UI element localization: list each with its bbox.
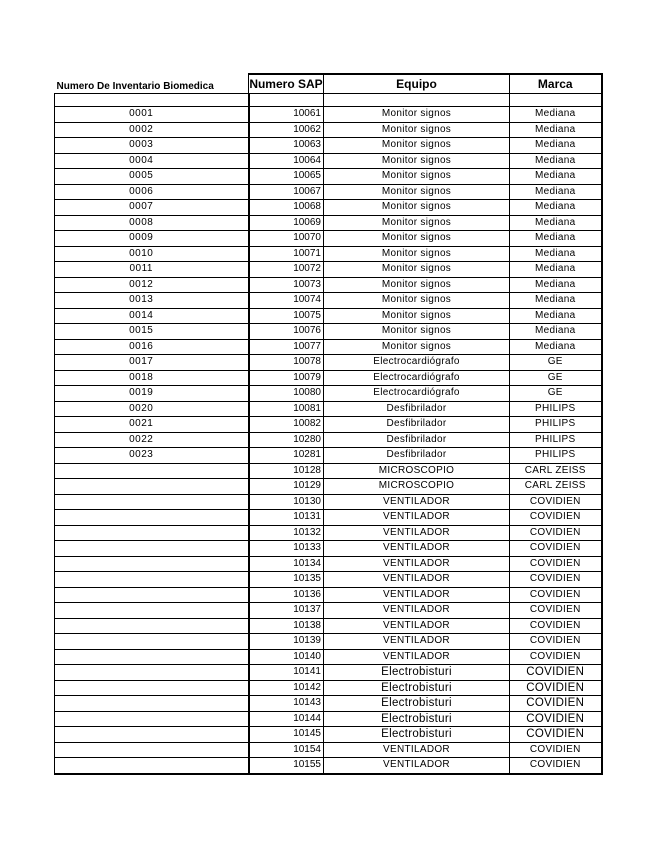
marca-cell: Mediana — [510, 262, 602, 278]
marca-cell: GE — [510, 370, 602, 386]
equipo-cell: Electrobisturi — [324, 680, 510, 696]
table-row — [55, 463, 602, 479]
equipo-cell: Desfibrilador — [324, 432, 510, 448]
table-row — [55, 510, 602, 526]
marca-cell: COVIDIEN — [510, 680, 602, 696]
equipo-cell: Monitor signos — [324, 339, 510, 355]
inventario-cell: 0004 — [55, 153, 249, 169]
marca-cell: Mediana — [510, 231, 602, 247]
sap-cell: 10138 — [249, 618, 324, 634]
sap-cell: 10063 — [249, 138, 324, 154]
sap-cell: 10076 — [249, 324, 324, 340]
inventario-cell — [55, 696, 249, 712]
table-row — [55, 122, 602, 138]
marca-cell: COVIDIEN — [510, 494, 602, 510]
sap-cell: 10080 — [249, 386, 324, 402]
inventario-cell: 0008 — [55, 215, 249, 231]
sap-cell: 10078 — [249, 355, 324, 371]
sap-cell: 10062 — [249, 122, 324, 138]
equipo-cell: VENTILADOR — [324, 634, 510, 650]
sap-cell: 10068 — [249, 200, 324, 216]
sap-cell: 10069 — [249, 215, 324, 231]
equipo-cell: VENTILADOR — [324, 603, 510, 619]
sap-cell: 10155 — [249, 758, 324, 774]
sap-cell: 10074 — [249, 293, 324, 309]
equipo-cell: Monitor signos — [324, 107, 510, 123]
sap-cell: 10082 — [249, 417, 324, 433]
inventory-table — [54, 73, 603, 775]
marca-cell: CARL ZEISS — [510, 463, 602, 479]
equipo-cell: Monitor signos — [324, 277, 510, 293]
table-row — [55, 742, 602, 758]
inventario-cell: 0022 — [55, 432, 249, 448]
inventario-cell — [55, 758, 249, 774]
marca-cell: Mediana — [510, 107, 602, 123]
equipo-cell: Electrocardiógrafo — [324, 370, 510, 386]
marca-cell: COVIDIEN — [510, 525, 602, 541]
marca-cell: Mediana — [510, 308, 602, 324]
equipo-cell: VENTILADOR — [324, 649, 510, 665]
table-row — [55, 603, 602, 619]
equipo-cell: VENTILADOR — [324, 758, 510, 774]
equipo-cell: Monitor signos — [324, 122, 510, 138]
table-row — [55, 634, 602, 650]
inventario-cell — [55, 680, 249, 696]
sap-cell: 10075 — [249, 308, 324, 324]
inventario-cell — [55, 727, 249, 743]
sap-cell: 10142 — [249, 680, 324, 696]
table-row — [55, 215, 602, 231]
equipo-cell: VENTILADOR — [324, 510, 510, 526]
equipo-cell: Monitor signos — [324, 153, 510, 169]
inventario-cell — [55, 742, 249, 758]
table-row — [55, 665, 602, 681]
sap-cell: 10065 — [249, 169, 324, 185]
inventario-cell: 0009 — [55, 231, 249, 247]
table-row — [55, 479, 602, 495]
sap-cell: 10064 — [249, 153, 324, 169]
marca-cell: COVIDIEN — [510, 727, 602, 743]
equipo-cell: MICROSCOPIO — [324, 479, 510, 495]
table-row — [55, 293, 602, 309]
marca-cell: Mediana — [510, 293, 602, 309]
inventario-cell: 0020 — [55, 401, 249, 417]
marca-cell: PHILIPS — [510, 448, 602, 464]
sap-cell: 10072 — [249, 262, 324, 278]
equipo-cell: VENTILADOR — [324, 742, 510, 758]
inventario-cell — [55, 572, 249, 588]
marca-cell: COVIDIEN — [510, 510, 602, 526]
equipo-cell: Desfibrilador — [324, 401, 510, 417]
inventario-cell: 0016 — [55, 339, 249, 355]
equipo-cell: Monitor signos — [324, 231, 510, 247]
sap-cell: 10133 — [249, 541, 324, 557]
sap-cell: 10145 — [249, 727, 324, 743]
blank-cell — [55, 94, 249, 107]
marca-cell: Mediana — [510, 138, 602, 154]
sap-cell: 10154 — [249, 742, 324, 758]
marca-cell: Mediana — [510, 122, 602, 138]
table-row — [55, 525, 602, 541]
table-row — [55, 696, 602, 712]
inventario-cell: 0018 — [55, 370, 249, 386]
table-row — [55, 200, 602, 216]
table-row — [55, 417, 602, 433]
table-row — [55, 758, 602, 774]
equipo-cell: Monitor signos — [324, 293, 510, 309]
inventario-cell — [55, 525, 249, 541]
marca-cell: PHILIPS — [510, 417, 602, 433]
table-row — [55, 386, 602, 402]
equipo-cell: Electrocardiógrafo — [324, 355, 510, 371]
inventario-cell — [55, 618, 249, 634]
sap-cell: 10141 — [249, 665, 324, 681]
header-equipo: Equipo — [324, 74, 510, 94]
equipo-cell: Electrocardiógrafo — [324, 386, 510, 402]
header-row — [55, 74, 602, 94]
marca-cell: PHILIPS — [510, 432, 602, 448]
marca-cell: COVIDIEN — [510, 742, 602, 758]
equipo-cell: VENTILADOR — [324, 587, 510, 603]
blank-row — [55, 94, 602, 107]
equipo-cell: VENTILADOR — [324, 541, 510, 557]
sap-cell: 10136 — [249, 587, 324, 603]
table-row — [55, 649, 602, 665]
table-row — [55, 448, 602, 464]
sap-cell: 10132 — [249, 525, 324, 541]
equipo-cell: Monitor signos — [324, 246, 510, 262]
sap-cell: 10137 — [249, 603, 324, 619]
equipo-cell: Monitor signos — [324, 184, 510, 200]
inventario-cell: 0015 — [55, 324, 249, 340]
inventario-cell: 0021 — [55, 417, 249, 433]
equipo-cell: Electrobisturi — [324, 727, 510, 743]
marca-cell: GE — [510, 386, 602, 402]
marca-cell: Mediana — [510, 339, 602, 355]
table-row — [55, 587, 602, 603]
equipo-cell: VENTILADOR — [324, 572, 510, 588]
table-row — [55, 324, 602, 340]
marca-cell: COVIDIEN — [510, 572, 602, 588]
equipo-cell: Electrobisturi — [324, 711, 510, 727]
equipo-cell: Monitor signos — [324, 138, 510, 154]
table-row — [55, 169, 602, 185]
table-row — [55, 618, 602, 634]
inventario-cell — [55, 463, 249, 479]
marca-cell: COVIDIEN — [510, 587, 602, 603]
sap-cell: 10130 — [249, 494, 324, 510]
inventario-cell — [55, 665, 249, 681]
table-row — [55, 277, 602, 293]
inventario-cell — [55, 711, 249, 727]
table-row — [55, 711, 602, 727]
marca-cell: COVIDIEN — [510, 618, 602, 634]
inventario-cell: 0002 — [55, 122, 249, 138]
marca-cell: COVIDIEN — [510, 665, 602, 681]
sap-cell: 10079 — [249, 370, 324, 386]
inventario-cell — [55, 510, 249, 526]
equipo-cell: Monitor signos — [324, 215, 510, 231]
inventario-cell — [55, 494, 249, 510]
marca-cell: Mediana — [510, 215, 602, 231]
inventario-cell: 0019 — [55, 386, 249, 402]
marca-cell: COVIDIEN — [510, 711, 602, 727]
table-row — [55, 153, 602, 169]
marca-cell: Mediana — [510, 277, 602, 293]
inventario-cell: 0017 — [55, 355, 249, 371]
table-row — [55, 339, 602, 355]
inventario-cell: 0013 — [55, 293, 249, 309]
sap-cell: 10128 — [249, 463, 324, 479]
marca-cell: COVIDIEN — [510, 541, 602, 557]
equipo-cell: Monitor signos — [324, 324, 510, 340]
sap-cell: 10139 — [249, 634, 324, 650]
sap-cell: 10131 — [249, 510, 324, 526]
inventario-cell — [55, 634, 249, 650]
equipo-cell: VENTILADOR — [324, 618, 510, 634]
equipo-cell: Desfibrilador — [324, 417, 510, 433]
blank-cell — [510, 94, 602, 107]
equipo-cell: Electrobisturi — [324, 665, 510, 681]
marca-cell: Mediana — [510, 153, 602, 169]
sap-cell: 10280 — [249, 432, 324, 448]
inventario-cell: 0001 — [55, 107, 249, 123]
marca-cell: Mediana — [510, 200, 602, 216]
inventario-cell: 0012 — [55, 277, 249, 293]
table-row — [55, 107, 602, 123]
table-row — [55, 355, 602, 371]
equipo-cell: Electrobisturi — [324, 696, 510, 712]
equipo-cell: VENTILADOR — [324, 556, 510, 572]
table-row — [55, 262, 602, 278]
table-row — [55, 541, 602, 557]
inventario-cell: 0005 — [55, 169, 249, 185]
sap-cell: 10140 — [249, 649, 324, 665]
equipo-cell: VENTILADOR — [324, 525, 510, 541]
sap-cell: 10081 — [249, 401, 324, 417]
table-row — [55, 401, 602, 417]
equipo-cell: Monitor signos — [324, 200, 510, 216]
blank-cell — [324, 94, 510, 107]
table-row — [55, 231, 602, 247]
table-row — [55, 680, 602, 696]
marca-cell: GE — [510, 355, 602, 371]
equipo-cell: Monitor signos — [324, 169, 510, 185]
marca-cell: COVIDIEN — [510, 634, 602, 650]
inventario-cell — [55, 541, 249, 557]
header-sap: Numero SAP — [249, 74, 324, 94]
sap-cell: 10281 — [249, 448, 324, 464]
table-row — [55, 494, 602, 510]
marca-cell: CARL ZEISS — [510, 479, 602, 495]
marca-cell: PHILIPS — [510, 401, 602, 417]
table-row — [55, 556, 602, 572]
table-body — [55, 94, 602, 774]
header-marca: Marca — [510, 74, 602, 94]
header-inventario: Numero De Inventario Biomedica — [55, 74, 249, 94]
inventario-cell — [55, 587, 249, 603]
inventario-cell — [55, 556, 249, 572]
inventario-cell — [55, 649, 249, 665]
inventario-cell: 0011 — [55, 262, 249, 278]
marca-cell: COVIDIEN — [510, 556, 602, 572]
marca-cell: Mediana — [510, 324, 602, 340]
inventario-cell: 0014 — [55, 308, 249, 324]
sap-cell: 10073 — [249, 277, 324, 293]
sap-cell: 10135 — [249, 572, 324, 588]
blank-cell — [249, 94, 324, 107]
marca-cell: COVIDIEN — [510, 696, 602, 712]
sap-cell: 10067 — [249, 184, 324, 200]
marca-cell: Mediana — [510, 184, 602, 200]
sap-cell: 10071 — [249, 246, 324, 262]
equipo-cell: Monitor signos — [324, 308, 510, 324]
table-row — [55, 184, 602, 200]
marca-cell: COVIDIEN — [510, 649, 602, 665]
sap-cell: 10134 — [249, 556, 324, 572]
sap-cell: 10061 — [249, 107, 324, 123]
sap-cell: 10070 — [249, 231, 324, 247]
equipo-cell: Monitor signos — [324, 262, 510, 278]
table-row — [55, 138, 602, 154]
marca-cell: COVIDIEN — [510, 758, 602, 774]
marca-cell: Mediana — [510, 169, 602, 185]
sap-cell: 10077 — [249, 339, 324, 355]
inventario-cell: 0003 — [55, 138, 249, 154]
inventario-cell: 0006 — [55, 184, 249, 200]
equipo-cell: MICROSCOPIO — [324, 463, 510, 479]
sap-cell: 10144 — [249, 711, 324, 727]
table-row — [55, 432, 602, 448]
table-row — [55, 727, 602, 743]
marca-cell: COVIDIEN — [510, 603, 602, 619]
table-row — [55, 246, 602, 262]
equipo-cell: VENTILADOR — [324, 494, 510, 510]
sap-cell: 10143 — [249, 696, 324, 712]
table-row — [55, 370, 602, 386]
sap-cell: 10129 — [249, 479, 324, 495]
inventario-cell — [55, 603, 249, 619]
inventario-cell: 0023 — [55, 448, 249, 464]
inventario-cell: 0007 — [55, 200, 249, 216]
inventario-cell — [55, 479, 249, 495]
table-row — [55, 308, 602, 324]
equipo-cell: Desfibrilador — [324, 448, 510, 464]
marca-cell: Mediana — [510, 246, 602, 262]
table-row — [55, 572, 602, 588]
inventario-cell: 0010 — [55, 246, 249, 262]
